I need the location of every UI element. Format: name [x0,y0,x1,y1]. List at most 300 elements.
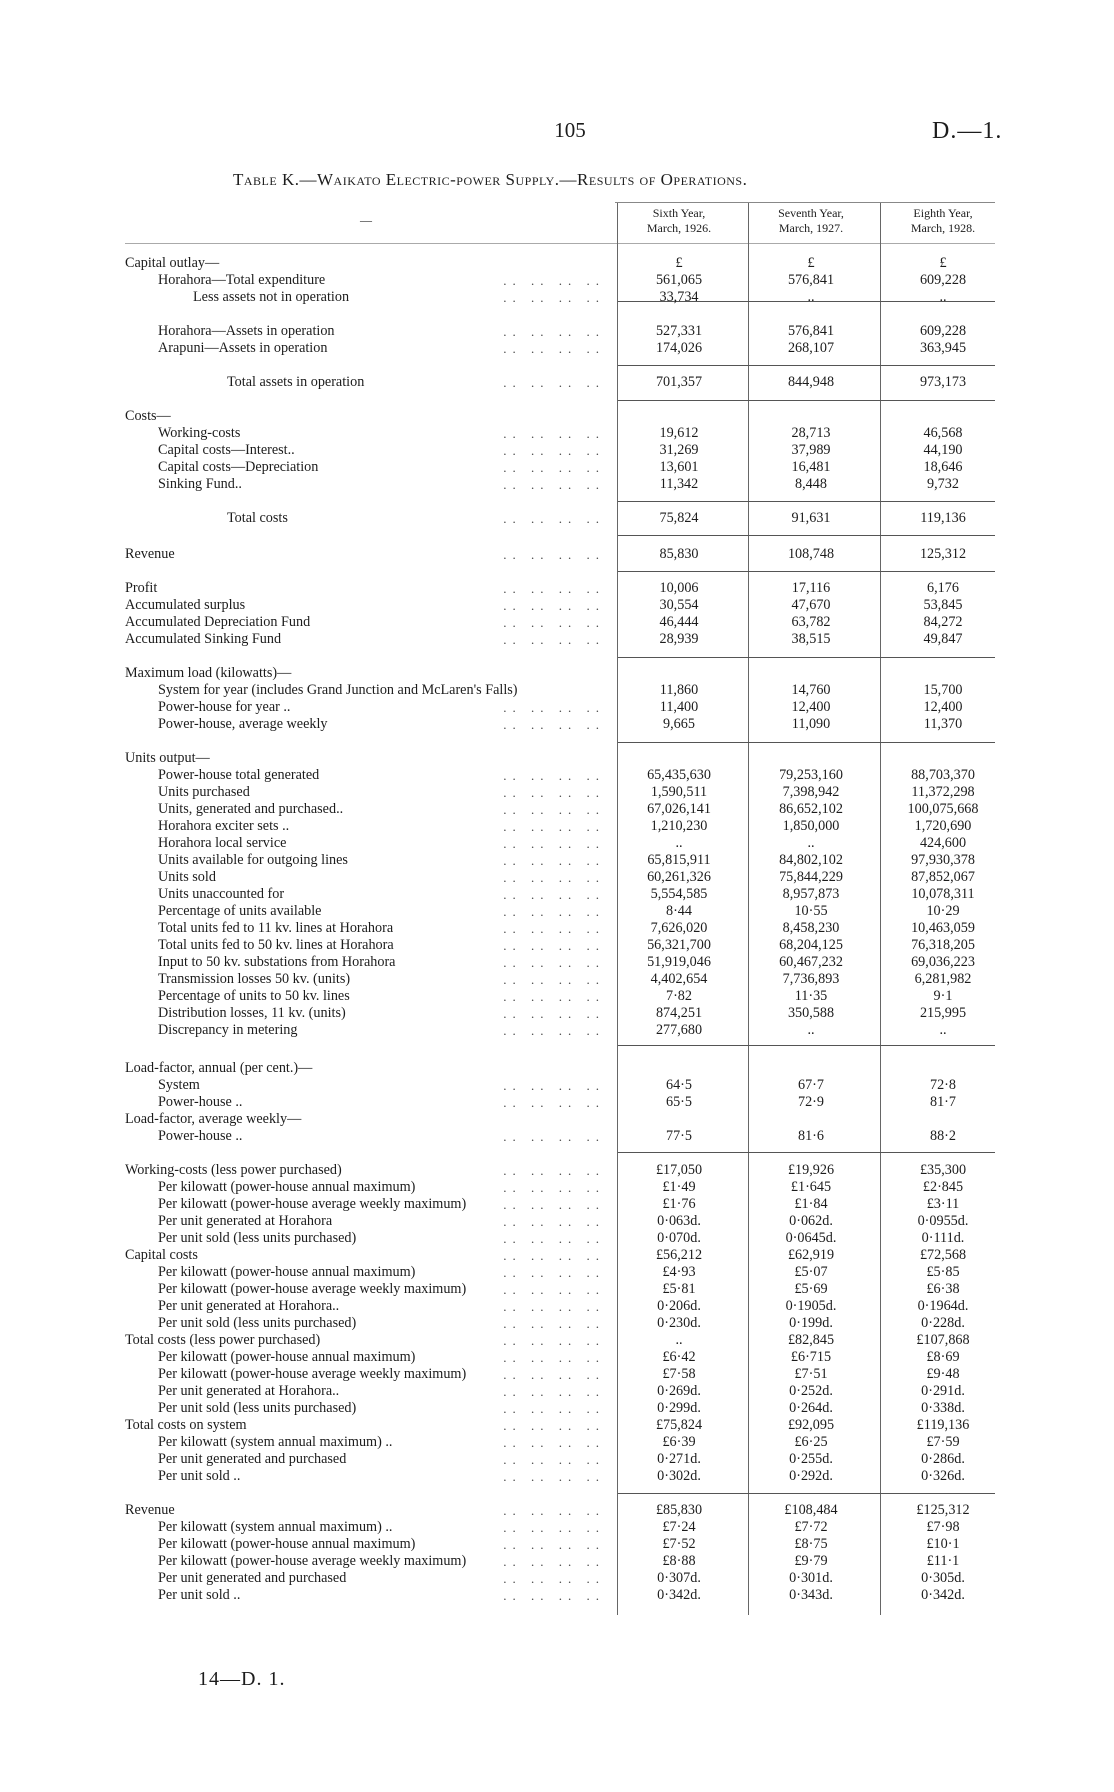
table-row [0,1519,1114,1536]
row-label: Sinking Fund.. [158,476,242,492]
row-value-year-3: 0·338d. [921,1400,965,1416]
row-value-year-1: 31,269 [659,442,699,458]
row-label: Total units fed to 50 kv. lines at Horahora [158,937,394,953]
table-row [0,1468,1114,1485]
row-value-year-2: 11·35 [794,988,828,1004]
row-value-year-3: 10·29 [926,903,960,919]
row-value-year-1: £85,830 [655,1502,703,1518]
table-row [0,459,1114,476]
row-label: Horahora—Assets in operation [158,323,335,339]
row-value-year-2: £5·69 [794,1281,828,1297]
row-value-year-2: £108,484 [784,1502,838,1518]
row-value-year-2: 14,760 [791,682,831,698]
row-value-year-2: 0·255d. [789,1451,833,1467]
row-label: Per unit generated and purchased [158,1570,347,1586]
row-value-year-3: 0·326d. [921,1468,965,1484]
row-value-year-2: 7,736,893 [782,971,840,987]
row-value-year-2: 1,850,000 [782,818,840,834]
row-value-year-2: £5·07 [794,1264,828,1280]
row-value-year-3: £7·98 [926,1519,960,1535]
section-rule [618,571,995,572]
row-value-year-2: 91,631 [791,510,831,526]
leader-dots: .. .. .. .. [503,853,605,868]
leader-dots: .. .. .. .. [503,1078,605,1093]
leader-dots: .. .. .. .. [503,1231,605,1246]
leader-dots: .. .. .. .. [503,1180,605,1195]
leader-dots: .. .. .. .. [503,938,605,953]
row-value-year-3: 18,646 [923,459,963,475]
table-row [0,937,1114,954]
row-label: Per kilowatt (power-house annual maximum) [158,1349,416,1365]
row-label: Per unit generated at Horahora [158,1213,333,1229]
leader-dots: .. .. .. .. [503,1520,605,1535]
table-title: Table K.—Waikato Electric-power Supply.—Results of Operations. [233,170,748,189]
row-value-year-2: £92,095 [787,1417,835,1433]
row-value-year-1: 527,331 [655,323,703,339]
row-value-year-1: 28,939 [659,631,699,647]
table-row [0,1247,1114,1264]
table-row [0,852,1114,869]
leader-dots: .. .. .. .. [503,1316,605,1331]
row-value-year-1: £ [675,255,683,271]
row-value-year-2: £82,845 [787,1332,835,1348]
row-value-year-3: £5·85 [926,1264,960,1280]
row-value-year-1: 0·302d. [657,1468,701,1484]
leader-dots: .. .. .. .. [503,1023,605,1038]
leader-dots: .. .. .. .. [503,581,605,596]
row-value-year-1: £4·93 [662,1264,696,1280]
row-value-year-1: 0·070d. [657,1230,701,1246]
table-row [0,442,1114,459]
row-value-year-3: £6·38 [926,1281,960,1297]
row-value-year-3: £119,136 [916,1417,970,1433]
leader-dots: .. .. .. .. [503,1367,605,1382]
row-label: Accumulated Sinking Fund [125,631,282,647]
row-label: Percentage of units to 50 kv. lines [158,988,350,1004]
row-value-year-3: 6,281,982 [914,971,972,987]
row-value-year-1: 33,734 [659,289,699,305]
row-value-year-2: 0·301d. [789,1570,833,1586]
row-value-year-2: 108,748 [787,546,835,562]
table-row [0,597,1114,614]
leader-dots: .. .. .. .. [503,324,605,339]
row-value-year-3: £107,868 [916,1332,970,1348]
row-value-year-1: 5,554,585 [650,886,708,902]
row-value-year-2: 10·55 [794,903,828,919]
leader-dots: .. .. .. .. [503,1435,605,1450]
row-label: Power-house for year .. [158,699,291,715]
row-value-year-3: £8·69 [926,1349,960,1365]
column-header-sixth-year [620,206,738,236]
row-value-year-3: 44,190 [923,442,963,458]
row-value-year-2: £ [807,255,815,271]
leader-dots: .. .. .. .. [503,768,605,783]
row-value-year-1: 11,342 [659,476,699,492]
row-label: Power-house, average weekly [158,716,328,732]
row-value-year-2: 17,116 [791,580,831,596]
row-value-year-2: 81·6 [797,1128,824,1144]
leader-dots: .. .. .. .. [503,273,605,288]
row-value-year-3: 215,995 [919,1005,967,1021]
leader-dots: .. .. .. .. [503,341,605,356]
table-row [0,954,1114,971]
row-value-year-1: 1,590,511 [650,784,708,800]
leader-dots: .. .. .. .. [503,290,605,305]
row-value-year-1: 0·307d. [657,1570,701,1586]
row-value-year-2: 0·0645d. [785,1230,837,1246]
row-label: Capital costs—Depreciation [158,459,319,475]
row-label: Per unit sold (less units purchased) [158,1400,357,1416]
row-value-year-1: 10,006 [659,580,699,596]
row-value-year-3: 10,078,311 [911,886,975,902]
row-label: Units available for outgoing lines [158,852,348,868]
row-value-year-2: 0·252d. [789,1383,833,1399]
row-value-year-3: 9,732 [927,476,959,492]
table-row [0,699,1114,716]
row-value-year-1: 11,400 [659,699,699,715]
table-row [0,1349,1114,1366]
row-value-year-1: 65·5 [665,1094,692,1110]
leader-dots: .. .. .. .. [503,1095,605,1110]
leader-dots: .. .. .. .. [503,1129,605,1144]
table-row [0,903,1114,920]
row-value-year-1: 0·230d. [657,1315,701,1331]
row-value-year-2: 72·9 [797,1094,824,1110]
row-label: Less assets not in operation [193,289,350,305]
leader-dots: .. .. .. .. [503,700,605,715]
table-row [0,886,1114,903]
row-value-year-3: 0·291d. [921,1383,965,1399]
row-label: Units unaccounted for [158,886,285,902]
header-dash: — [360,213,372,227]
table-row [0,1383,1114,1400]
table-row [0,818,1114,835]
row-value-year-2: £1·645 [790,1179,832,1195]
row-value-year-1: 0·206d. [657,1298,701,1314]
row-value-year-3: 100,075,668 [907,801,979,817]
leader-dots: .. .. .. .. [503,989,605,1004]
row-value-year-2: 576,841 [787,323,835,339]
table-row [0,1315,1114,1332]
table-row [0,1060,1114,1077]
row-value-year-1: 0·342d. [657,1587,701,1603]
row-label: Capital costs—Interest.. [158,442,295,458]
row-label: Units sold [158,869,216,885]
table-row [0,374,1114,391]
row-label: Per kilowatt (power-house average weekly maximum) [158,1553,467,1569]
row-value-year-3: 424,600 [919,835,967,851]
row-value-year-3: 76,318,205 [911,937,975,953]
row-value-year-3: 9·1 [933,988,953,1004]
row-label: Percentage of units available [158,903,322,919]
row-value-year-2: 84,802,102 [779,852,843,868]
row-value-year-1: 11,860 [659,682,699,698]
row-value-year-1: 60,261,326 [647,869,711,885]
table-row [0,801,1114,818]
row-label: Profit [125,580,158,596]
leader-dots: .. .. .. .. [503,1554,605,1569]
row-value-year-2: 63,782 [791,614,831,630]
row-value-year-2: 8,458,230 [782,920,840,936]
row-label: Revenue [125,546,175,562]
row-value-year-2: 576,841 [787,272,835,288]
row-value-year-1: £17,050 [655,1162,703,1178]
row-value-year-1: £6·39 [662,1434,696,1450]
leader-dots: .. .. .. .. [503,1588,605,1603]
leader-dots: .. .. .. .. [503,1265,605,1280]
row-value-year-2: 86,652,102 [779,801,843,817]
row-value-year-1: 561,065 [655,272,703,288]
row-value-year-1: 7,626,020 [650,920,708,936]
row-value-year-3: £11·1 [926,1553,960,1569]
row-label: Per kilowatt (power-house average weekly maximum) [158,1281,467,1297]
row-value-year-2: 68,204,125 [779,937,843,953]
leader-dots: .. .. .. .. [503,1006,605,1021]
leader-dots: .. .. .. .. [503,460,605,475]
row-value-year-2: 37,989 [791,442,831,458]
leader-dots: .. .. .. .. [503,1452,605,1467]
row-value-year-1: £1·76 [662,1196,696,1212]
row-value-year-1: 1,210,230 [650,818,708,834]
leader-dots: .. .. .. .. [503,1248,605,1263]
leader-dots: .. .. .. .. [503,1503,605,1518]
row-value-year-1: 701,357 [655,374,703,390]
table-row [0,1332,1114,1349]
row-value-year-1: 277,680 [655,1022,703,1038]
table-row [0,1077,1114,1094]
row-label: Distribution losses, 11 kv. (units) [158,1005,346,1021]
leader-dots: .. .. .. .. [503,1350,605,1365]
leader-dots: .. .. .. .. [503,1469,605,1484]
row-label: Discrepancy in metering [158,1022,298,1038]
row-value-year-1: 46,444 [659,614,699,630]
leader-dots: .. .. .. .. [503,717,605,732]
row-value-year-2: 47,670 [791,597,831,613]
row-label: Load-factor, annual (per cent.)— [125,1060,313,1076]
leader-dots: .. .. .. .. [503,802,605,817]
row-value-year-2: 350,588 [787,1005,835,1021]
row-value-year-3: 609,228 [919,272,967,288]
row-value-year-3: 6,176 [927,580,959,596]
row-value-year-2: £7·72 [794,1519,828,1535]
row-label: System for year (includes Grand Junction and McLaren's Falls) [158,682,518,698]
row-label: Units output— [125,750,210,766]
document-reference: D.—1. [932,118,1003,144]
row-value-year-3: 81·7 [929,1094,956,1110]
row-value-year-1: £75,824 [655,1417,703,1433]
section-rule [618,1152,995,1153]
table-row [0,340,1114,357]
row-value-year-1: £6·42 [662,1349,696,1365]
table-row [0,1128,1114,1145]
leader-dots: .. .. .. .. [503,887,605,902]
section-rule [618,657,995,658]
row-value-year-2: 75,844,229 [779,869,843,885]
row-value-year-1: 874,251 [655,1005,703,1021]
row-label: Total costs (less power purchased) [125,1332,321,1348]
row-value-year-2: 16,481 [791,459,831,475]
row-value-year-3: 84,272 [923,614,963,630]
row-value-year-2: .. [807,835,815,851]
row-value-year-1: 0·271d. [657,1451,701,1467]
row-value-year-1: 174,026 [655,340,703,356]
row-value-year-3: 97,930,378 [911,852,975,868]
row-value-year-2: 0·062d. [789,1213,833,1229]
row-label: Per kilowatt (power-house average weekly maximum) [158,1366,467,1382]
row-value-year-2: 8,448 [795,476,827,492]
leader-dots: .. .. .. .. [503,1384,605,1399]
row-value-year-2: £7·51 [794,1366,828,1382]
leader-dots: .. .. .. .. [503,1571,605,1586]
row-value-year-3: 72·8 [929,1077,956,1093]
row-label: Per kilowatt (power-house annual maximum) [158,1264,416,1280]
row-value-year-2: 0·292d. [789,1468,833,1484]
row-value-year-1: .. [675,1332,683,1348]
row-value-year-1: 0·299d. [657,1400,701,1416]
row-value-year-2: 844,948 [787,374,835,390]
table-row [0,1298,1114,1315]
row-value-year-3: 0·0955d. [917,1213,969,1229]
row-value-year-3: 609,228 [919,323,967,339]
row-label: Per kilowatt (power-house annual maximum) [158,1179,416,1195]
row-value-year-2: 0·199d. [789,1315,833,1331]
row-value-year-3: £2·845 [922,1179,964,1195]
row-label: Input to 50 kv. substations from Horahora [158,954,396,970]
row-value-year-1: £5·81 [662,1281,696,1297]
section-rule [618,365,995,366]
leader-dots: .. .. .. .. [503,1299,605,1314]
row-value-year-1: 67,026,141 [647,801,711,817]
table-row [0,1162,1114,1179]
table-row [0,580,1114,597]
row-label: Capital outlay— [125,255,220,271]
row-value-year-1: .. [675,835,683,851]
table-row [0,971,1114,988]
leader-dots: .. .. .. .. [503,972,605,987]
table-row [0,272,1114,289]
row-value-year-3: 15,700 [923,682,963,698]
table-row [0,1587,1114,1604]
table-row [0,767,1114,784]
row-value-year-3: 973,173 [919,374,967,390]
row-value-year-1: £7·58 [662,1366,696,1382]
leader-dots: .. .. .. .. [503,870,605,885]
table-row [0,255,1114,272]
row-value-year-2: .. [807,289,815,305]
row-value-year-3: 363,945 [919,340,967,356]
row-label: Per unit sold (less units purchased) [158,1230,357,1246]
table-row [0,1264,1114,1281]
row-value-year-3: £3·11 [926,1196,960,1212]
row-label: Accumulated surplus [125,597,246,613]
table-row [0,1094,1114,1111]
table-row [0,1230,1114,1247]
row-value-year-1: 56,321,700 [647,937,711,953]
row-label: Power-house total generated [158,767,320,783]
table-row [0,1022,1114,1039]
row-value-year-2: 28,713 [791,425,831,441]
row-value-year-1: 8·44 [665,903,692,919]
row-label: Accumulated Depreciation Fund [125,614,311,630]
leader-dots: .. .. .. .. [503,477,605,492]
table-row [0,1536,1114,1553]
row-label: Per unit sold .. [158,1468,241,1484]
row-value-year-2: £1·84 [794,1196,828,1212]
leader-dots: .. .. .. .. [503,443,605,458]
table-row [0,1502,1114,1519]
section-rule [618,535,995,536]
column-header-line: Sixth Year, [652,206,706,220]
leader-dots: .. .. .. .. [503,1163,605,1178]
row-label: Capital costs [125,1247,198,1263]
leader-dots: .. .. .. .. [503,426,605,441]
leader-dots: .. .. .. .. [503,1282,605,1297]
row-value-year-3: 49,847 [923,631,963,647]
row-label: Per unit generated at Horahora.. [158,1298,340,1314]
row-value-year-3: 87,852,067 [911,869,975,885]
row-value-year-2: 268,107 [787,340,835,356]
row-value-year-2: 8,957,873 [782,886,840,902]
row-value-year-2: 7,398,942 [782,784,840,800]
row-value-year-3: 11,372,298 [911,784,975,800]
row-value-year-2: 79,253,160 [779,767,843,783]
row-value-year-1: 0·063d. [657,1213,701,1229]
row-value-year-3: 0·111d. [921,1230,965,1246]
leader-dots: .. .. .. .. [503,1537,605,1552]
table-row [0,920,1114,937]
leader-dots: .. .. .. .. [503,904,605,919]
row-label: Maximum load (kilowatts)— [125,665,292,681]
row-value-year-1: 65,435,630 [647,767,711,783]
row-value-year-2: .. [807,1022,815,1038]
row-label: Units purchased [158,784,250,800]
table-row [0,716,1114,733]
table-row [0,1366,1114,1383]
row-value-year-3: £72,568 [919,1247,967,1263]
leader-dots: .. .. .. .. [503,1418,605,1433]
table-row [0,510,1114,527]
row-label: Working-costs (less power purchased) [125,1162,342,1178]
table-row [0,323,1114,340]
row-label: Per unit sold .. [158,1587,241,1603]
leader-dots: .. .. .. .. [503,632,605,647]
leader-dots: .. .. .. .. [503,955,605,970]
table-row [0,835,1114,852]
row-value-year-2: £8·75 [794,1536,828,1552]
row-value-year-1: 9,665 [663,716,695,732]
row-value-year-3: 12,400 [923,699,963,715]
leader-dots: .. .. .. .. [503,511,605,526]
table-row [0,1400,1114,1417]
row-label: Per kilowatt (power-house annual maximum) [158,1536,416,1552]
row-value-year-3: 0·228d. [921,1315,965,1331]
table-row [0,425,1114,442]
row-value-year-2: £62,919 [787,1247,835,1263]
column-header-line: March, 1928. [910,221,976,235]
row-label: Horahora exciter sets .. [158,818,290,834]
column-header-line: Seventh Year, [778,206,844,220]
table-row [0,289,1114,306]
row-value-year-3: 1,720,690 [914,818,972,834]
row-value-year-2: £6·25 [794,1434,828,1450]
section-rule [618,400,995,401]
row-value-year-2: 38,515 [791,631,831,647]
row-label: Transmission losses 50 kv. (units) [158,971,351,987]
row-label: Total units fed to 11 kv. lines at Horahora [158,920,394,936]
table-row [0,631,1114,648]
row-value-year-3: 0·305d. [921,1570,965,1586]
table-row [0,1451,1114,1468]
